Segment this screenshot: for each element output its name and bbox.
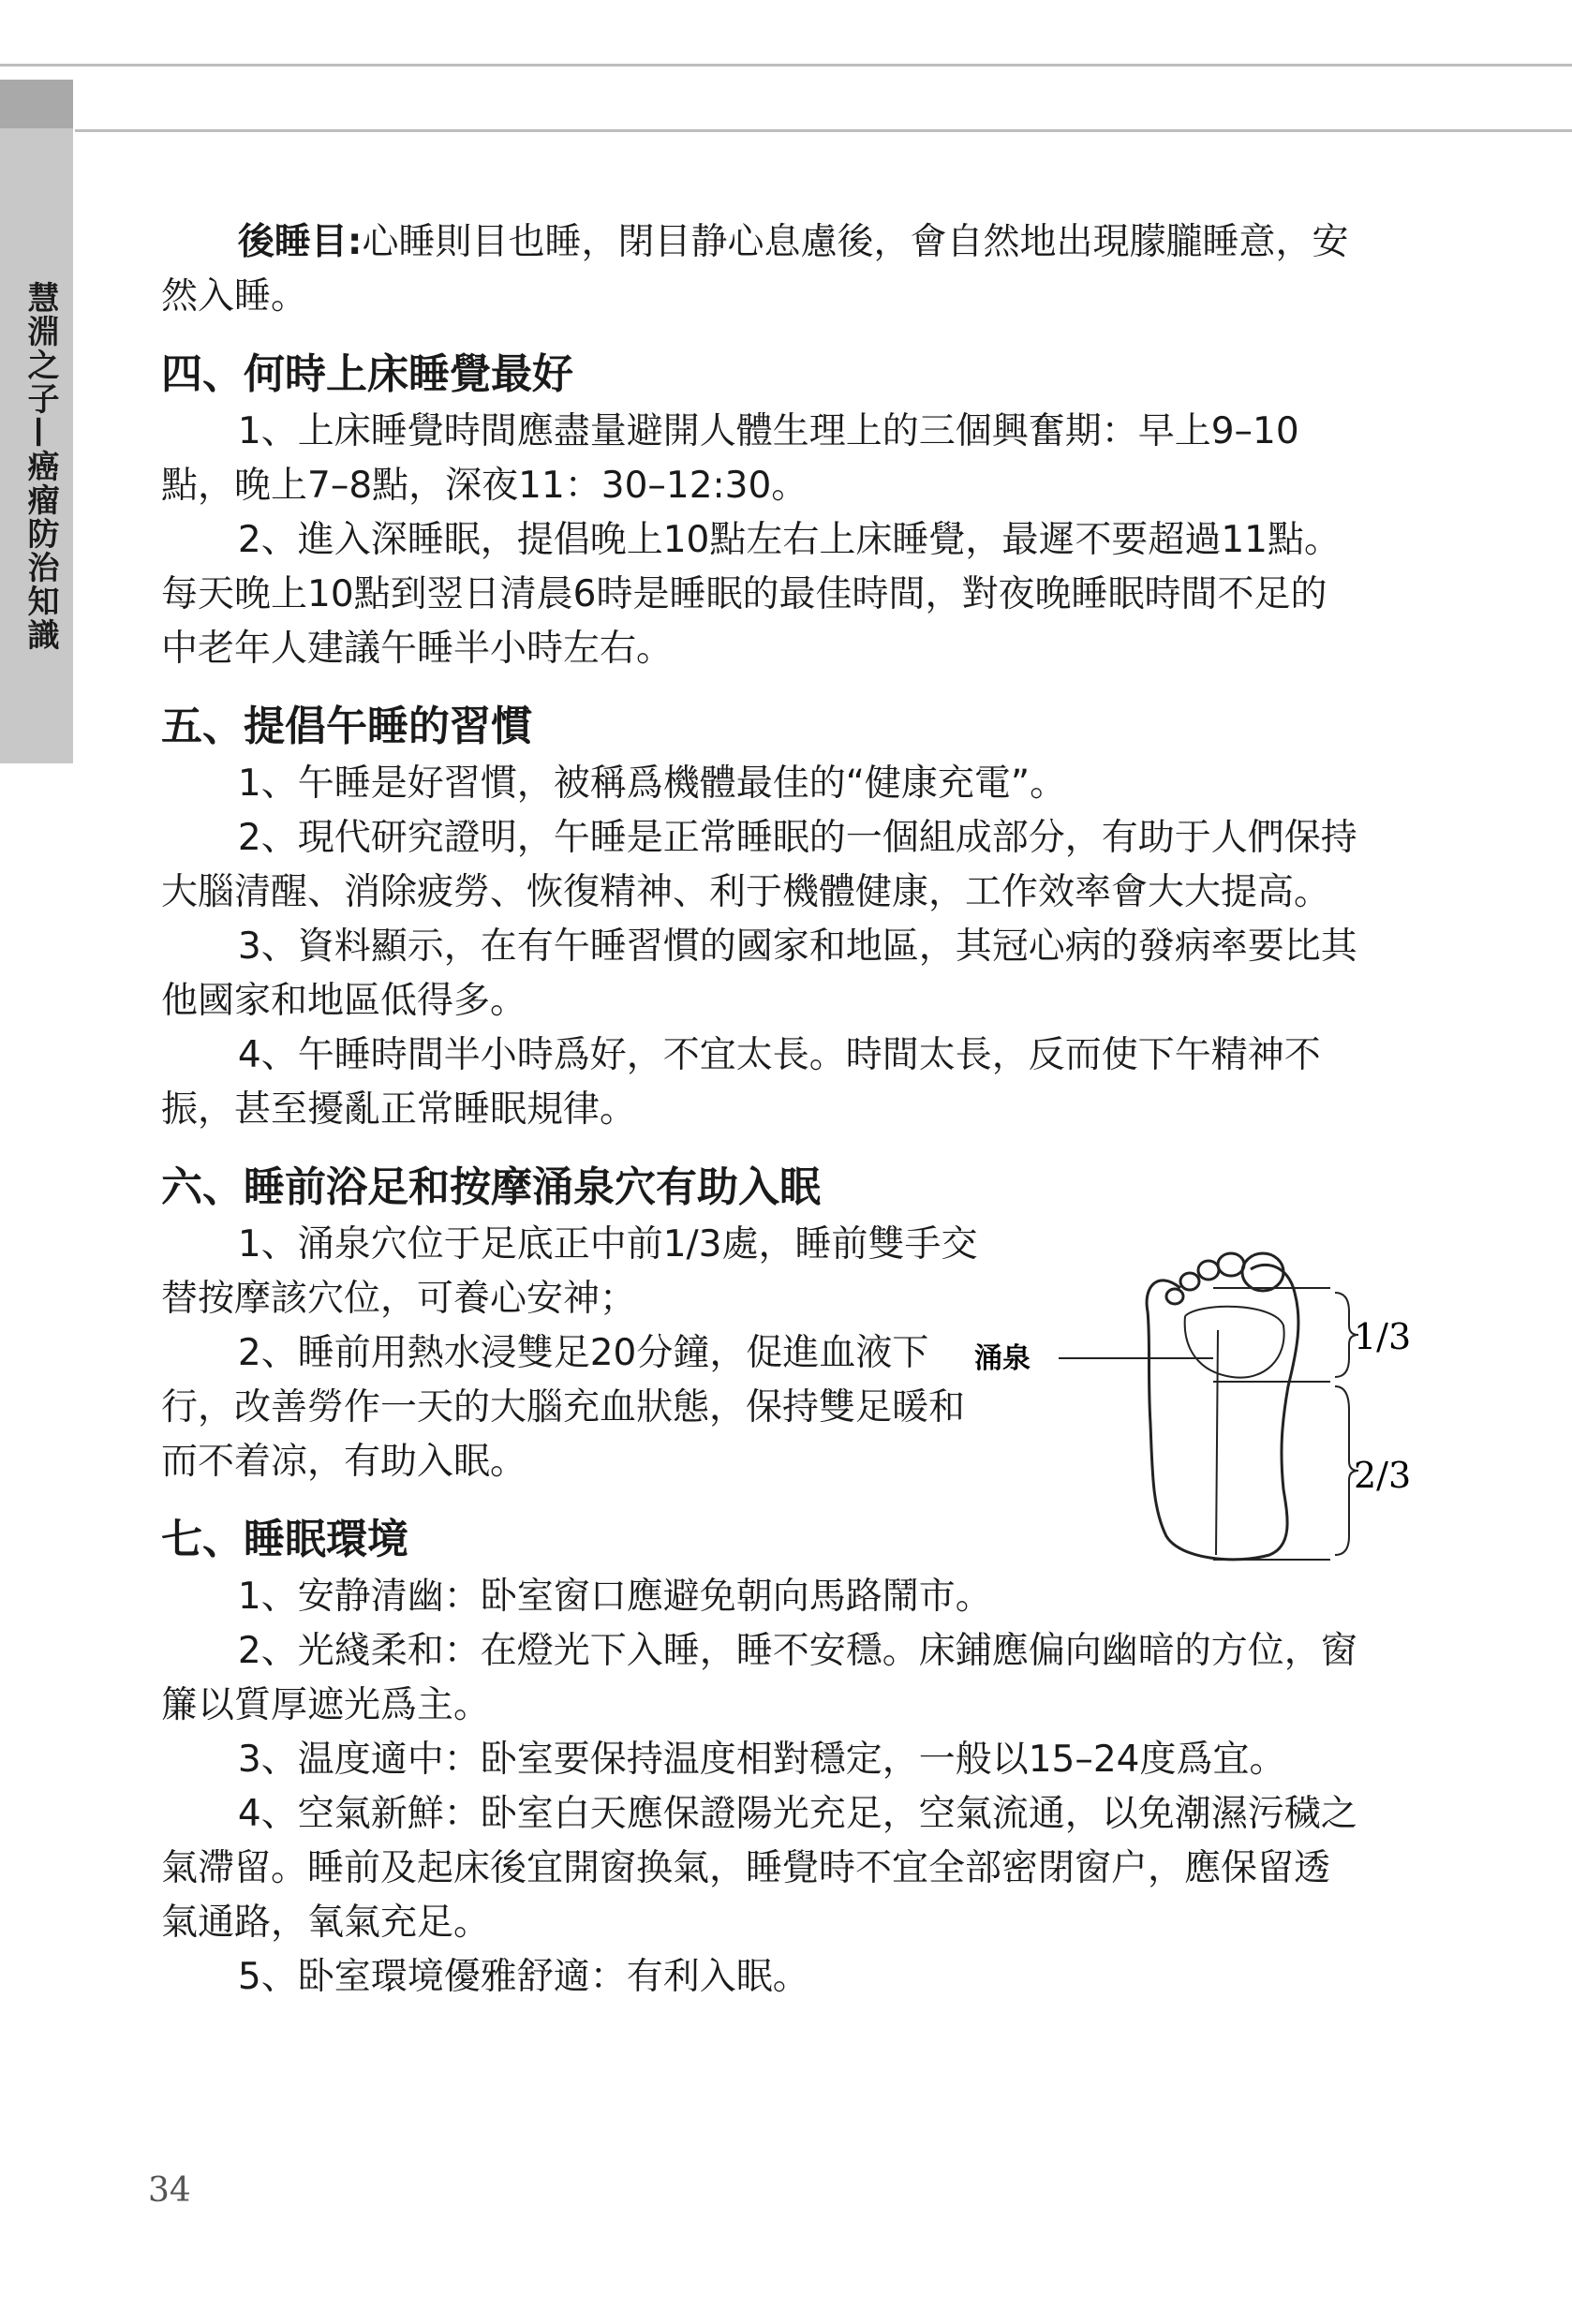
paragraph: 2、現代研究證明，午睡是正常睡眠的一個組成部分，有助于人們保持大腦清醒、消除疲勞、恢復精神、利于機體健康，工作效率會大大提高。 [161,817,1357,913]
fraction-upper: 1/3 [1354,1316,1412,1357]
paragraph-text: 心睡則目也睡，閉目静心息慮後，會自然地出現朦朧睡意，安然入睡。 [161,221,1349,318]
toe [1180,1273,1199,1290]
paragraph: 3、資料顯示，在有午睡習慣的國家和地區，其冠心病的發病率要比其他國家和地區低得多。 [161,925,1357,1022]
paragraph: 4、空氣新鮮：卧室白天應保證陽光充足，空氣流通，以免潮濕污穢之氣滯留。睡前及起床後宜開窗换氣，睡覺時不宜全部密閉窗户，應保留透氣通路，氧氣充足。 [161,1793,1357,1944]
paragraph: 1、安静清幽：卧室窗口應避免朝向馬路鬧市。 [237,1576,992,1618]
section-heading: 六、睡前浴足和按摩涌泉穴有助入眠 [161,1163,821,1211]
foot-diagram [965,1236,1412,1574]
paragraph: 2、睡前用熱水浸雙足20分鐘，促進血液下行，改善勞作一天的大腦充血狀態，保持雙足暖和而不着凉，有助入眠。 [161,1332,966,1483]
paragraph [161,215,1360,324]
top-rule-outer [0,64,1572,67]
section-heading: 四、何時上床睡覺最好 [161,350,573,398]
section-heading: 七、睡眠環境 [161,1516,408,1563]
center-line [1216,1330,1218,1555]
acupoint-label: 涌泉 [974,1342,1031,1375]
paragraph: 2、光綫柔和：在燈光下入睡，睡不安穩。床鋪應偏向幽暗的方位，窗簾以質厚遮光爲主。 [161,1630,1357,1726]
toe [1242,1253,1283,1291]
paragraph: 4、午睡時間半小時爲好，不宜太長。時間太長，反而使下午精神不振，甚至擾亂正常睡眠規律。 [161,1034,1321,1131]
page-number: 34 [148,2171,191,2210]
paragraph: 5、卧室環境優雅舒適：有利入眠。 [237,1956,809,1998]
paragraph-lead: 後睡目: [237,221,363,263]
toe [1198,1261,1219,1280]
paragraph: 1、涌泉穴位于足底正中前1/3處，睡前雙手交替按摩該穴位，可養心安神； [161,1223,978,1320]
side-title: 慧淵之子—癌瘤防治知識 [22,281,59,652]
paragraph: 1、午睡是好習慣，被稱爲機體最佳的“健康充電”。 [237,762,1067,805]
toe [1218,1253,1244,1276]
ball-pad [1185,1307,1284,1378]
toe [1166,1289,1183,1304]
page-content [161,215,1360,2005]
top-rule-inner [75,129,1572,132]
foot-outline [1147,1265,1298,1560]
paragraph: 2、進入深睡眠，提倡晚上10點左右上床睡覺，最遲不要超過11點。每天晚上10點到翌日清晨6時是睡眠的最佳時間，對夜晚睡眠時間不足的中老年人建議午睡半小時左右。 [161,519,1341,670]
fraction-lower: 2/3 [1354,1455,1412,1496]
side-tab-cap [0,80,73,128]
paragraph: 1、上床睡覺時間應盡量避開人體生理上的三個興奮期：早上9–10點，晚上7–8點，深夜11：30–12:30。 [161,410,1299,507]
paragraph: 3、温度適中：卧室要保持温度相對穩定，一般以15–24度爲宜。 [237,1739,1286,1781]
section-heading: 五、提倡午睡的習慣 [161,703,532,750]
